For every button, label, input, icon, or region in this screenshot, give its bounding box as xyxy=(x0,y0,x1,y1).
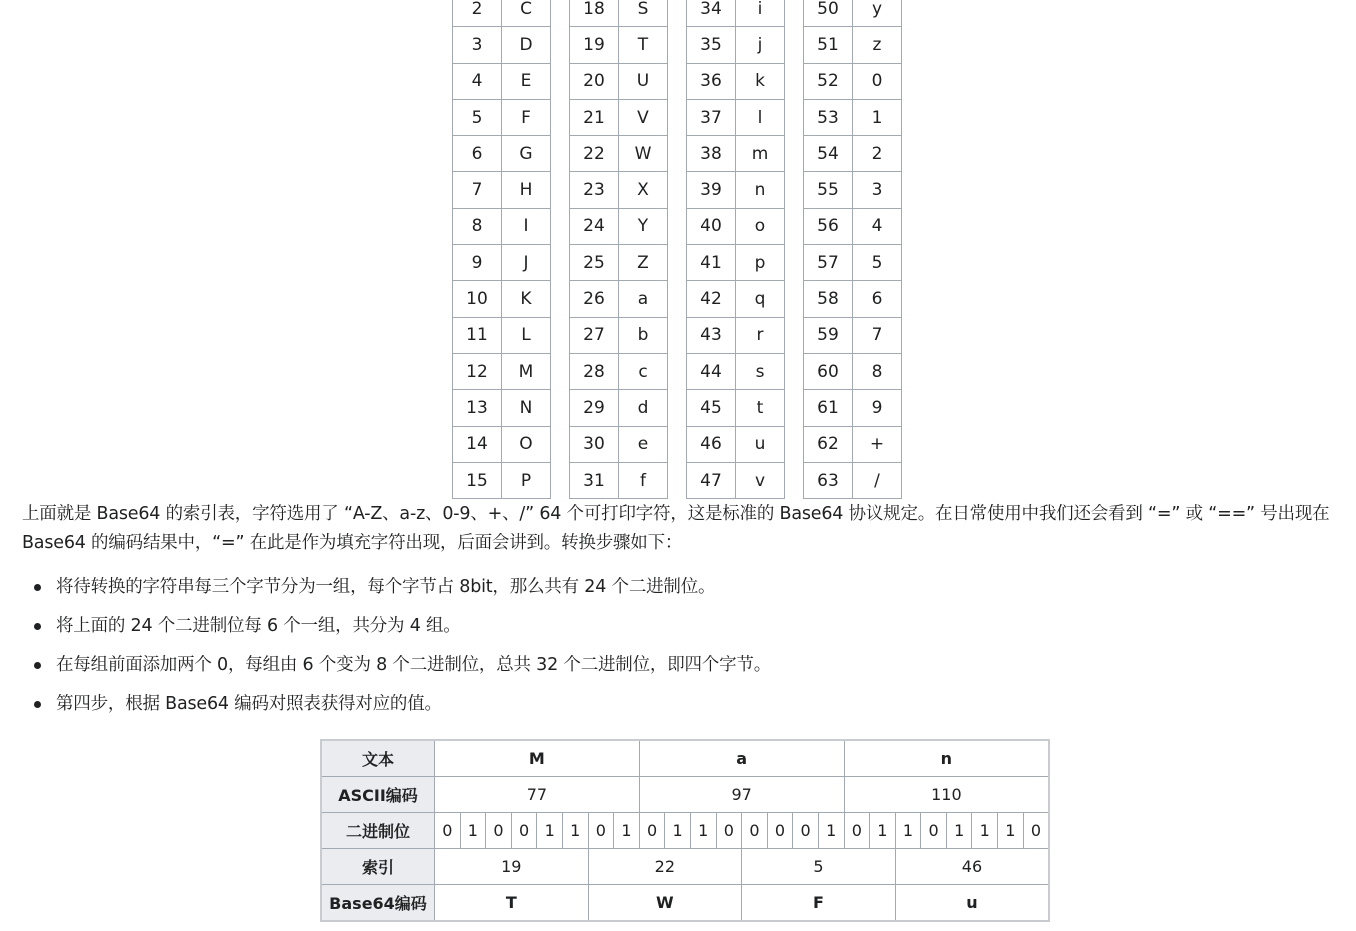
index-number-cell: 46 xyxy=(687,426,736,462)
text-cell: M xyxy=(435,740,640,777)
index-number-cell: 24 xyxy=(570,208,619,244)
index-number-cell: 10 xyxy=(453,281,502,317)
index-char-cell: z xyxy=(853,27,902,63)
index-number-cell: 41 xyxy=(687,245,736,281)
table-row xyxy=(453,0,902,27)
index-char-cell: o xyxy=(736,208,785,244)
column-gap xyxy=(668,390,687,426)
table-row-ascii xyxy=(321,777,1049,813)
column-gap xyxy=(551,99,570,135)
table-row xyxy=(453,172,902,208)
bit-cell: 0 xyxy=(844,813,870,849)
bit-cell: 0 xyxy=(511,813,537,849)
base64-cell: u xyxy=(895,885,1049,922)
column-gap xyxy=(785,426,804,462)
index-number-cell: 42 xyxy=(687,281,736,317)
index-number-cell: 40 xyxy=(687,208,736,244)
index-char-cell: s xyxy=(736,353,785,389)
index-number-cell: 13 xyxy=(453,390,502,426)
table-row xyxy=(453,99,902,135)
index-char-cell: H xyxy=(502,172,551,208)
index-char-cell: T xyxy=(619,27,668,63)
index-number-cell: 38 xyxy=(687,136,736,172)
index-number-cell: 60 xyxy=(804,353,853,389)
index-char-cell: 3 xyxy=(853,172,902,208)
index-char-cell: a xyxy=(619,281,668,317)
index-number-cell: 22 xyxy=(570,136,619,172)
index-char-cell: C xyxy=(502,0,551,27)
index-char-cell: e xyxy=(619,426,668,462)
column-gap xyxy=(785,172,804,208)
index-char-cell: n xyxy=(736,172,785,208)
bit-cell: 1 xyxy=(614,813,640,849)
index-char-cell: K xyxy=(502,281,551,317)
index-number-cell: 63 xyxy=(804,462,853,498)
index-number-cell: 59 xyxy=(804,317,853,353)
index-number-cell: 37 xyxy=(687,99,736,135)
column-gap xyxy=(551,245,570,281)
base64-index-table xyxy=(452,0,902,499)
table-row xyxy=(453,462,902,498)
column-gap xyxy=(785,281,804,317)
ascii-cell: 77 xyxy=(435,777,640,813)
index-number-cell: 3 xyxy=(453,27,502,63)
index-char-cell: + xyxy=(853,426,902,462)
column-gap xyxy=(785,317,804,353)
column-gap xyxy=(785,390,804,426)
step-text: 第四步，根据 Base64 编码对照表获得对应的值。 xyxy=(56,694,442,714)
index-number-cell: 36 xyxy=(687,63,736,99)
column-gap xyxy=(551,281,570,317)
row-header-bits: 二进制位 xyxy=(321,813,435,849)
column-gap xyxy=(785,27,804,63)
bit-cell: 0 xyxy=(435,813,461,849)
index-number-cell: 8 xyxy=(453,208,502,244)
index-char-cell: i xyxy=(736,0,785,27)
column-gap xyxy=(785,462,804,498)
step-text: 将上面的 24 个二进制位每 6 个一组，共分为 4 组。 xyxy=(56,616,461,636)
bit-cell: 1 xyxy=(998,813,1024,849)
column-gap xyxy=(551,136,570,172)
index-cell: 46 xyxy=(895,849,1049,885)
column-gap xyxy=(668,317,687,353)
bit-cell: 0 xyxy=(767,813,793,849)
index-number-cell: 2 xyxy=(453,0,502,27)
list-item xyxy=(22,689,1322,728)
bit-cell: 1 xyxy=(818,813,844,849)
index-char-cell: 8 xyxy=(853,353,902,389)
row-header-ascii: ASCII编码 xyxy=(321,777,435,813)
index-number-cell: 44 xyxy=(687,353,736,389)
index-char-cell: v xyxy=(736,462,785,498)
bit-cell: 1 xyxy=(690,813,716,849)
index-char-cell: X xyxy=(619,172,668,208)
step-text: 在每组前面添加两个 0，每组由 6 个变为 8 个二进制位，总共 32 个二进制位，即四个字节。 xyxy=(56,655,772,675)
index-number-cell: 4 xyxy=(453,63,502,99)
column-gap xyxy=(668,63,687,99)
index-char-cell: d xyxy=(619,390,668,426)
index-number-cell: 26 xyxy=(570,281,619,317)
index-number-cell: 7 xyxy=(453,172,502,208)
index-char-cell: c xyxy=(619,353,668,389)
column-gap xyxy=(668,462,687,498)
list-item xyxy=(22,611,1322,650)
index-char-cell: l xyxy=(736,99,785,135)
index-number-cell: 45 xyxy=(687,390,736,426)
index-number-cell: 61 xyxy=(804,390,853,426)
index-char-cell: u xyxy=(736,426,785,462)
column-gap xyxy=(668,245,687,281)
column-gap xyxy=(551,317,570,353)
bit-cell: 0 xyxy=(742,813,768,849)
table-row-bits xyxy=(321,813,1049,849)
column-gap xyxy=(668,0,687,27)
index-char-cell: S xyxy=(619,0,668,27)
table-row xyxy=(453,281,902,317)
bit-cell: 1 xyxy=(895,813,921,849)
index-char-cell: r xyxy=(736,317,785,353)
bit-cell: 0 xyxy=(793,813,819,849)
column-gap xyxy=(668,172,687,208)
index-cell: 19 xyxy=(435,849,589,885)
index-number-cell: 21 xyxy=(570,99,619,135)
index-number-cell: 50 xyxy=(804,0,853,27)
table-row xyxy=(453,390,902,426)
index-number-cell: 23 xyxy=(570,172,619,208)
bit-cell: 0 xyxy=(486,813,512,849)
index-number-cell: 15 xyxy=(453,462,502,498)
text-cell: a xyxy=(639,740,844,777)
index-cell: 22 xyxy=(588,849,742,885)
index-number-cell: 55 xyxy=(804,172,853,208)
column-gap xyxy=(668,136,687,172)
index-char-cell: U xyxy=(619,63,668,99)
column-gap xyxy=(785,136,804,172)
index-char-cell: E xyxy=(502,63,551,99)
column-gap xyxy=(551,462,570,498)
row-header-base64: Base64编码 xyxy=(321,885,435,922)
index-number-cell: 12 xyxy=(453,353,502,389)
bit-cell: 1 xyxy=(537,813,563,849)
column-gap xyxy=(668,353,687,389)
index-char-cell: I xyxy=(502,208,551,244)
table-row xyxy=(453,136,902,172)
index-number-cell: 25 xyxy=(570,245,619,281)
index-number-cell: 9 xyxy=(453,245,502,281)
index-number-cell: 27 xyxy=(570,317,619,353)
table-row xyxy=(453,27,902,63)
column-gap xyxy=(551,426,570,462)
index-number-cell: 5 xyxy=(453,99,502,135)
list-item xyxy=(22,572,1322,611)
table-row-text xyxy=(321,740,1049,777)
index-char-cell: t xyxy=(736,390,785,426)
index-number-cell: 35 xyxy=(687,27,736,63)
index-number-cell: 18 xyxy=(570,0,619,27)
bit-cell: 1 xyxy=(972,813,998,849)
index-char-cell: N xyxy=(502,390,551,426)
bit-cell: 0 xyxy=(639,813,665,849)
index-number-cell: 52 xyxy=(804,63,853,99)
index-number-cell: 53 xyxy=(804,99,853,135)
index-char-cell: O xyxy=(502,426,551,462)
index-char-cell: y xyxy=(853,0,902,27)
index-char-cell: 2 xyxy=(853,136,902,172)
column-gap xyxy=(668,27,687,63)
bullet-icon xyxy=(34,584,41,591)
column-gap xyxy=(551,208,570,244)
index-number-cell: 6 xyxy=(453,136,502,172)
index-number-cell: 34 xyxy=(687,0,736,27)
index-char-cell: 7 xyxy=(853,317,902,353)
index-char-cell: p xyxy=(736,245,785,281)
table-row-index xyxy=(321,849,1049,885)
table-row-base64 xyxy=(321,885,1049,922)
bit-cell: 0 xyxy=(716,813,742,849)
index-number-cell: 58 xyxy=(804,281,853,317)
index-number-cell: 56 xyxy=(804,208,853,244)
column-gap xyxy=(668,426,687,462)
index-number-cell: 62 xyxy=(804,426,853,462)
list-item xyxy=(22,650,1322,689)
column-gap xyxy=(551,172,570,208)
index-char-cell: Y xyxy=(619,208,668,244)
index-char-cell: 1 xyxy=(853,99,902,135)
explanation-paragraph: 上面就是 Base64 的索引表，字符选用了 “A-Z、a-z、0-9、+、/” 64 个可打印字符，这是标准的 Base64 协议规定。在日常使用中我们还会看到 “=” 或 “==” 号出现在 Base64 的编码结果中，“=” 在此是作为填充字符出现，后面会讲到。转换步骤如下： xyxy=(22,504,1330,553)
column-gap xyxy=(785,245,804,281)
index-char-cell: L xyxy=(502,317,551,353)
bit-cell: 0 xyxy=(1023,813,1049,849)
column-gap xyxy=(668,208,687,244)
row-header-text: 文本 xyxy=(321,740,435,777)
column-gap xyxy=(551,63,570,99)
index-char-cell: f xyxy=(619,462,668,498)
table-row xyxy=(453,245,902,281)
index-number-cell: 54 xyxy=(804,136,853,172)
text-cell: n xyxy=(844,740,1049,777)
bit-cell: 0 xyxy=(588,813,614,849)
index-char-cell: Z xyxy=(619,245,668,281)
base64-cell: W xyxy=(588,885,742,922)
index-char-cell: 0 xyxy=(853,63,902,99)
table-row xyxy=(453,63,902,99)
column-gap xyxy=(668,281,687,317)
column-gap xyxy=(551,27,570,63)
index-char-cell: 9 xyxy=(853,390,902,426)
bit-cell: 1 xyxy=(460,813,486,849)
index-char-cell: W xyxy=(619,136,668,172)
index-number-cell: 19 xyxy=(570,27,619,63)
index-number-cell: 14 xyxy=(453,426,502,462)
index-char-cell: j xyxy=(736,27,785,63)
bullet-icon xyxy=(34,701,41,708)
bit-cell: 0 xyxy=(921,813,947,849)
index-number-cell: 30 xyxy=(570,426,619,462)
index-number-cell: 39 xyxy=(687,172,736,208)
index-char-cell: k xyxy=(736,63,785,99)
bit-cell: 1 xyxy=(870,813,896,849)
index-number-cell: 57 xyxy=(804,245,853,281)
index-number-cell: 20 xyxy=(570,63,619,99)
index-char-cell: 5 xyxy=(853,245,902,281)
index-char-cell: / xyxy=(853,462,902,498)
table-row xyxy=(453,208,902,244)
row-header-index: 索引 xyxy=(321,849,435,885)
index-char-cell: 6 xyxy=(853,281,902,317)
index-number-cell: 29 xyxy=(570,390,619,426)
index-number-cell: 51 xyxy=(804,27,853,63)
index-number-cell: 28 xyxy=(570,353,619,389)
index-char-cell: m xyxy=(736,136,785,172)
column-gap xyxy=(785,99,804,135)
index-number-cell: 43 xyxy=(687,317,736,353)
index-char-cell: D xyxy=(502,27,551,63)
index-number-cell: 11 xyxy=(453,317,502,353)
column-gap xyxy=(785,63,804,99)
index-char-cell: b xyxy=(619,317,668,353)
index-char-cell: M xyxy=(502,353,551,389)
index-number-cell: 47 xyxy=(687,462,736,498)
base64-cell: F xyxy=(742,885,896,922)
index-number-cell: 31 xyxy=(570,462,619,498)
bit-cell: 1 xyxy=(946,813,972,849)
index-char-cell: q xyxy=(736,281,785,317)
index-char-cell: V xyxy=(619,99,668,135)
ascii-cell: 97 xyxy=(639,777,844,813)
column-gap xyxy=(785,0,804,27)
base64-cell: T xyxy=(435,885,589,922)
bit-cell: 1 xyxy=(562,813,588,849)
bullet-icon xyxy=(34,623,41,630)
column-gap xyxy=(551,0,570,27)
table-row xyxy=(453,426,902,462)
index-char-cell: P xyxy=(502,462,551,498)
base64-index-table-container xyxy=(452,0,918,499)
step-text: 将待转换的字符串每三个字节分为一组，每个字节占 8bit，那么共有 24 个二进制位。 xyxy=(56,577,716,597)
column-gap xyxy=(668,99,687,135)
column-gap xyxy=(785,208,804,244)
index-char-cell: J xyxy=(502,245,551,281)
column-gap xyxy=(551,353,570,389)
bit-cell: 1 xyxy=(665,813,691,849)
ascii-cell: 110 xyxy=(844,777,1049,813)
column-gap xyxy=(551,390,570,426)
table-row xyxy=(453,353,902,389)
table-row xyxy=(453,317,902,353)
index-char-cell: 4 xyxy=(853,208,902,244)
man-encoding-example-table xyxy=(320,739,1050,922)
conversion-steps-list xyxy=(22,572,1322,728)
column-gap xyxy=(785,353,804,389)
index-char-cell: F xyxy=(502,99,551,135)
index-char-cell: G xyxy=(502,136,551,172)
bullet-icon xyxy=(34,662,41,669)
index-cell: 5 xyxy=(742,849,896,885)
